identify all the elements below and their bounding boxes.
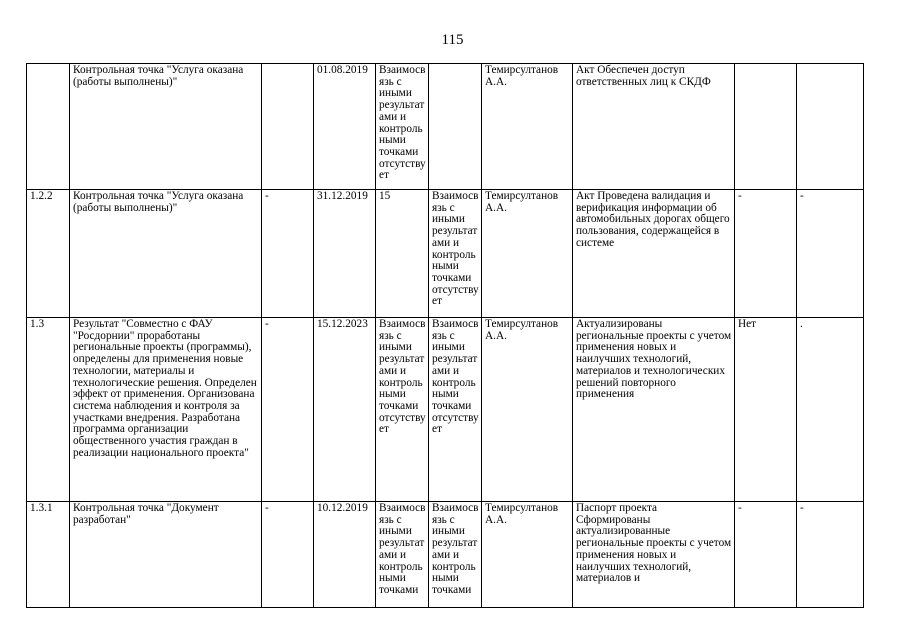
row-col6-cell: Взаимосвязь с иными результатами и контрольными точками отсутствует [429,318,482,502]
row-link-cell: 15 [376,190,429,318]
row-col9-cell: - [735,190,797,318]
row-col10-cell: - [797,502,864,608]
row-number-cell: 1.3.1 [27,502,70,608]
row-col6-cell [429,64,482,190]
row-name-cell: Контрольная точка "Документ разработан" [70,502,262,608]
row-number-cell: 1.2.2 [27,190,70,318]
row-document-cell: Акт Обеспечен доступ ответственных лиц к СКДФ [573,64,735,190]
row-responsible-cell: Темирсултанов А.А. [482,502,573,608]
row-number-cell: 1.3 [27,318,70,502]
row-responsible-cell: Темирсултанов А.А. [482,64,573,190]
row-col3-cell: - [262,318,314,502]
table-row [27,190,864,318]
page-number: 115 [441,32,464,48]
row-responsible-cell: Темирсултанов А.А. [482,318,573,502]
row-col9-cell [735,64,797,190]
row-link-cell: Взаимосвязь с иными результатами и контрольными точками отсутствует [376,318,429,502]
row-document-cell: Паспорт проекта Сформированы актуализированные региональные проекты с учетом применения новых и наилучших технологий, материалов и [573,502,735,608]
row-col3-cell: - [262,190,314,318]
plan-table [26,63,864,608]
row-date-cell: 31.12.2019 [314,190,376,318]
row-col3-cell [262,64,314,190]
row-link-cell: Взаимосвязь с иными результатами и контрольными точками [376,502,429,608]
row-col3-cell: - [262,502,314,608]
row-date-cell: 01.08.2019 [314,64,376,190]
row-col6-cell: Взаимосвязь с иными результатами и контрольными точками отсутствует [429,190,482,318]
row-document-cell: Актуализированы региональные проекты с учетом применения новых и наилучших технологий, материалов и технологических решений повторного применения [573,318,735,502]
row-responsible-cell: Темирсултанов А.А. [482,190,573,318]
row-col10-cell: . [797,318,864,502]
row-name-cell: Результат "Совместно с ФАУ "Росдорнии" проработаны региональные проекты (программы), определены для применения новые технологии, материалы и технологические решения. Определен эффект от применения. Организована система наблюдения и контроля за участками внедрения. Разработана программа организации общественного участия граждан в реализации национального проекта" [70,318,262,502]
table-row [27,502,864,608]
row-date-cell: 10.12.2019 [314,502,376,608]
row-col10-cell: - [797,190,864,318]
table-row [27,64,864,190]
row-name-cell: Контрольная точка "Услуга оказана (работы выполнены)" [70,190,262,318]
row-link-cell: Взаимосвязь с иными результатами и контрольными точками отсутствует [376,64,429,190]
row-col10-cell [797,64,864,190]
row-col9-cell: - [735,502,797,608]
row-col9-cell: Нет [735,318,797,502]
row-number-cell [27,64,70,190]
row-col6-cell: Взаимосвязь с иными результатами и контрольными точками [429,502,482,608]
row-date-cell: 15.12.2023 [314,318,376,502]
row-name-cell: Контрольная точка "Услуга оказана (работы выполнены)" [70,64,262,190]
row-document-cell: Акт Проведена валидация и верификация информации об автомобильных дорогах общего пользования, содержащейся в системе [573,190,735,318]
table-row [27,318,864,502]
